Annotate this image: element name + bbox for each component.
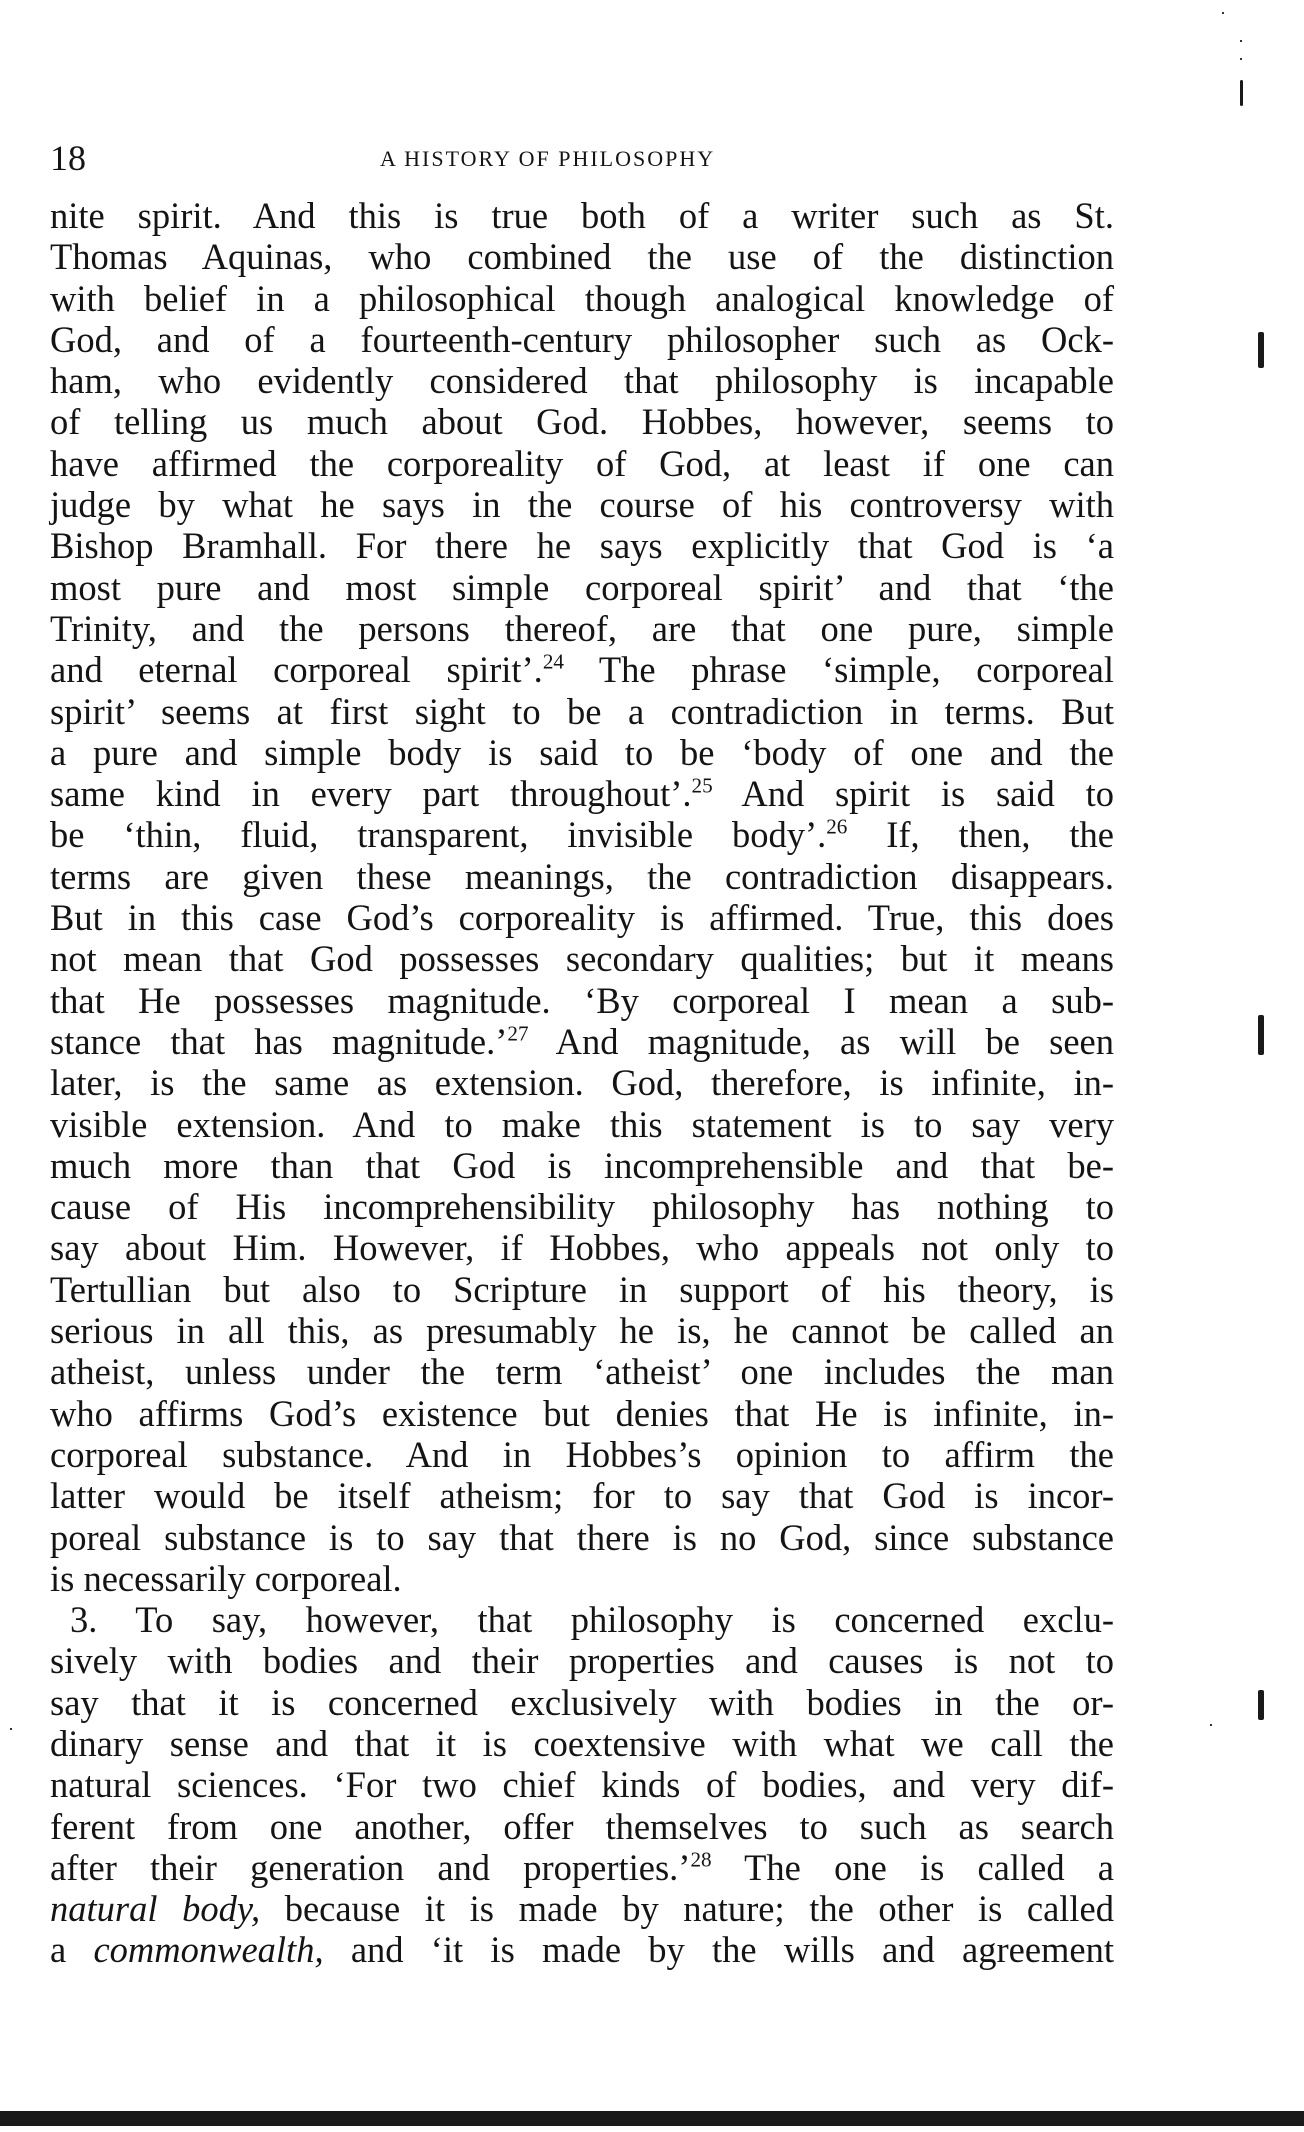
text-line [50, 1393, 1114, 1434]
text-line [50, 897, 1114, 938]
line-text: have affirmed the corporeality of God, at least if one can [50, 442, 1114, 484]
text-line [50, 1269, 1114, 1310]
text-line [50, 1062, 1114, 1103]
margin-mark [1240, 80, 1243, 106]
text-line [50, 1021, 1114, 1062]
line-text: latter would be itself atheism; for to say that God is incor- [50, 1475, 1114, 1517]
line-text: poreal substance is to say that there is no God, since substance [50, 1516, 1114, 1558]
text-line [50, 360, 1114, 401]
text-line [50, 814, 1114, 855]
text-line [50, 732, 1114, 773]
margin-mark [1258, 1690, 1264, 1720]
text-line [50, 1475, 1114, 1516]
line-text: that He possesses magnitude. ‘By corporeal I mean a sub- [50, 979, 1114, 1021]
line-text: nite spirit. And this is true both of a writer such as St. [50, 195, 1114, 236]
line-text: ham, who evidently considered that philosophy is incapable [50, 360, 1114, 402]
text-line [50, 319, 1114, 360]
line-text: later, is the same as extension. God, therefore, is infinite, in- [50, 1062, 1114, 1104]
line-text: atheist, unless under the term ‘atheist’ one includes the man [50, 1351, 1114, 1393]
line-text: who affirms God’s existence but denies that He is infinite, in- [50, 1392, 1114, 1434]
text-line [50, 1310, 1114, 1351]
line-text: Tertullian but also to Scripture in support of his theory, is [50, 1268, 1114, 1310]
line-text: with belief in a philosophical though analogical knowledge of [50, 277, 1114, 319]
line-text: 3. To say, however, that philosophy is concerned exclu- [70, 1599, 1114, 1641]
text-line [50, 1558, 1114, 1599]
line-text: is necessarily corporeal. [50, 1557, 402, 1599]
margin-mark [1258, 332, 1264, 368]
line-text: natural sciences. ‘For two chief kinds of bodies, and very dif- [50, 1764, 1114, 1806]
line-text: The phrase ‘simple, corporeal [563, 649, 1114, 691]
text-line [50, 525, 1114, 566]
footnote-ref: 27 [507, 1021, 529, 1046]
text-line [50, 401, 1114, 442]
line-text: dinary sense and that it is coextensive with what we call the [50, 1722, 1114, 1764]
margin-mark [1258, 1015, 1264, 1055]
line-text: serious in all this, as presumably he is, he cannot be called an [50, 1310, 1114, 1352]
line-text: say that it is concerned exclusively with bodies in the or- [50, 1681, 1114, 1723]
line-text: terms are given these meanings, the contradiction disappears. [50, 855, 1114, 897]
line-text: and eternal corporeal spirit’. [50, 649, 543, 691]
line-text: judge by what he says in the course of his controversy with [50, 484, 1114, 526]
scan-mark [1210, 1724, 1212, 1726]
line-text: visible extension. And to make this statement is to say very [50, 1103, 1114, 1145]
line-text: corporeal substance. And in Hobbes’s opinion to affirm the [50, 1433, 1114, 1475]
scan-mark [10, 1728, 12, 1730]
line-text: God, and of a fourteenth-century philosopher such as Ock- [50, 318, 1114, 360]
text-line [50, 980, 1114, 1021]
line-text: stance that has magnitude.’ [50, 1020, 508, 1062]
text-line [50, 1888, 1114, 1929]
text-line [50, 1517, 1114, 1558]
line-text: And magnitude, as will be seen [528, 1020, 1114, 1062]
text-line [50, 1640, 1114, 1681]
text-line [50, 236, 1114, 277]
line-text: sively with bodies and their properties and causes is not to [50, 1640, 1114, 1682]
scan-mark [1240, 40, 1242, 42]
text-line [50, 691, 1114, 732]
text-line [50, 1723, 1114, 1764]
text-line [50, 1186, 1114, 1227]
line-text: Thomas Aquinas, who combined the use of the distinction [50, 236, 1114, 278]
text-line [50, 278, 1114, 319]
text-line [50, 1145, 1114, 1186]
scan-mark [1240, 58, 1242, 60]
text-line [50, 484, 1114, 525]
line-text: a pure and simple body is said to be ‘body of one and the [50, 731, 1114, 773]
text-line [50, 1227, 1114, 1268]
line-text: But in this case God’s corporeality is affirmed. True, this does [50, 897, 1114, 939]
body-text [50, 195, 1114, 1971]
text-line [50, 1599, 1114, 1640]
line-text: The one is called a [711, 1846, 1115, 1888]
text-line [50, 938, 1114, 979]
line-text: cause of His incomprehensibility philosophy has nothing to [50, 1186, 1114, 1228]
line-text: not mean that God possesses secondary qualities; but it means [50, 938, 1114, 980]
text-line [50, 1847, 1114, 1888]
text-line [50, 649, 1114, 690]
text-line [50, 195, 1114, 236]
line-text: same kind in every part throughout’. [50, 773, 692, 815]
footnote-ref: 24 [542, 649, 564, 674]
page-number: 18 [50, 138, 86, 178]
line-text: say about Him. However, if Hobbes, who appeals not only to [50, 1227, 1114, 1269]
line-text: And spirit is said to [712, 773, 1114, 815]
text-line [50, 443, 1114, 484]
text-line [50, 567, 1114, 608]
line-text: Bishop Bramhall. For there he says explicitly that God is ‘a [50, 525, 1114, 567]
line-text: spirit’ seems at first sight to be a contradiction in terms. But [50, 690, 1114, 732]
line-text: a [50, 1929, 94, 1971]
line-text: If, then, the [847, 814, 1114, 856]
line-text: most pure and most simple corporeal spirit’ and that ‘the [50, 566, 1114, 608]
line-text: because it is made by nature; the other is called [260, 1888, 1114, 1930]
text-line [50, 1682, 1114, 1723]
line-text: ferent from one another, offer themselves to such as search [50, 1805, 1114, 1847]
running-head: A HISTORY OF PHILOSOPHY [380, 146, 716, 171]
text-line [50, 1929, 1114, 1970]
line-text: much more than that God is incomprehensible and that be- [50, 1144, 1114, 1186]
italic-text: commonwealth, [93, 1929, 324, 1971]
bottom-rule [0, 2111, 1304, 2126]
footnote-ref: 25 [691, 773, 713, 798]
footnote-ref: 28 [690, 1847, 712, 1872]
text-line [50, 1351, 1114, 1392]
text-line [50, 773, 1114, 814]
line-text: Trinity, and the persons thereof, are that one pure, simple [50, 607, 1114, 649]
footnote-ref: 26 [826, 814, 848, 839]
scan-mark [1222, 12, 1224, 14]
text-line [50, 1764, 1114, 1805]
line-text: after their generation and properties.’ [50, 1846, 691, 1888]
text-line [50, 856, 1114, 897]
line-text: of telling us much about God. Hobbes, however, seems to [50, 401, 1114, 443]
text-line [50, 1806, 1114, 1847]
line-text: and ‘it is made by the wills and agreement [323, 1929, 1115, 1971]
text-line [50, 608, 1114, 649]
text-line [50, 1104, 1114, 1145]
italic-text: natural body, [50, 1888, 261, 1930]
line-text: be ‘thin, fluid, transparent, invisible body’. [50, 814, 827, 856]
text-line [50, 1434, 1114, 1475]
